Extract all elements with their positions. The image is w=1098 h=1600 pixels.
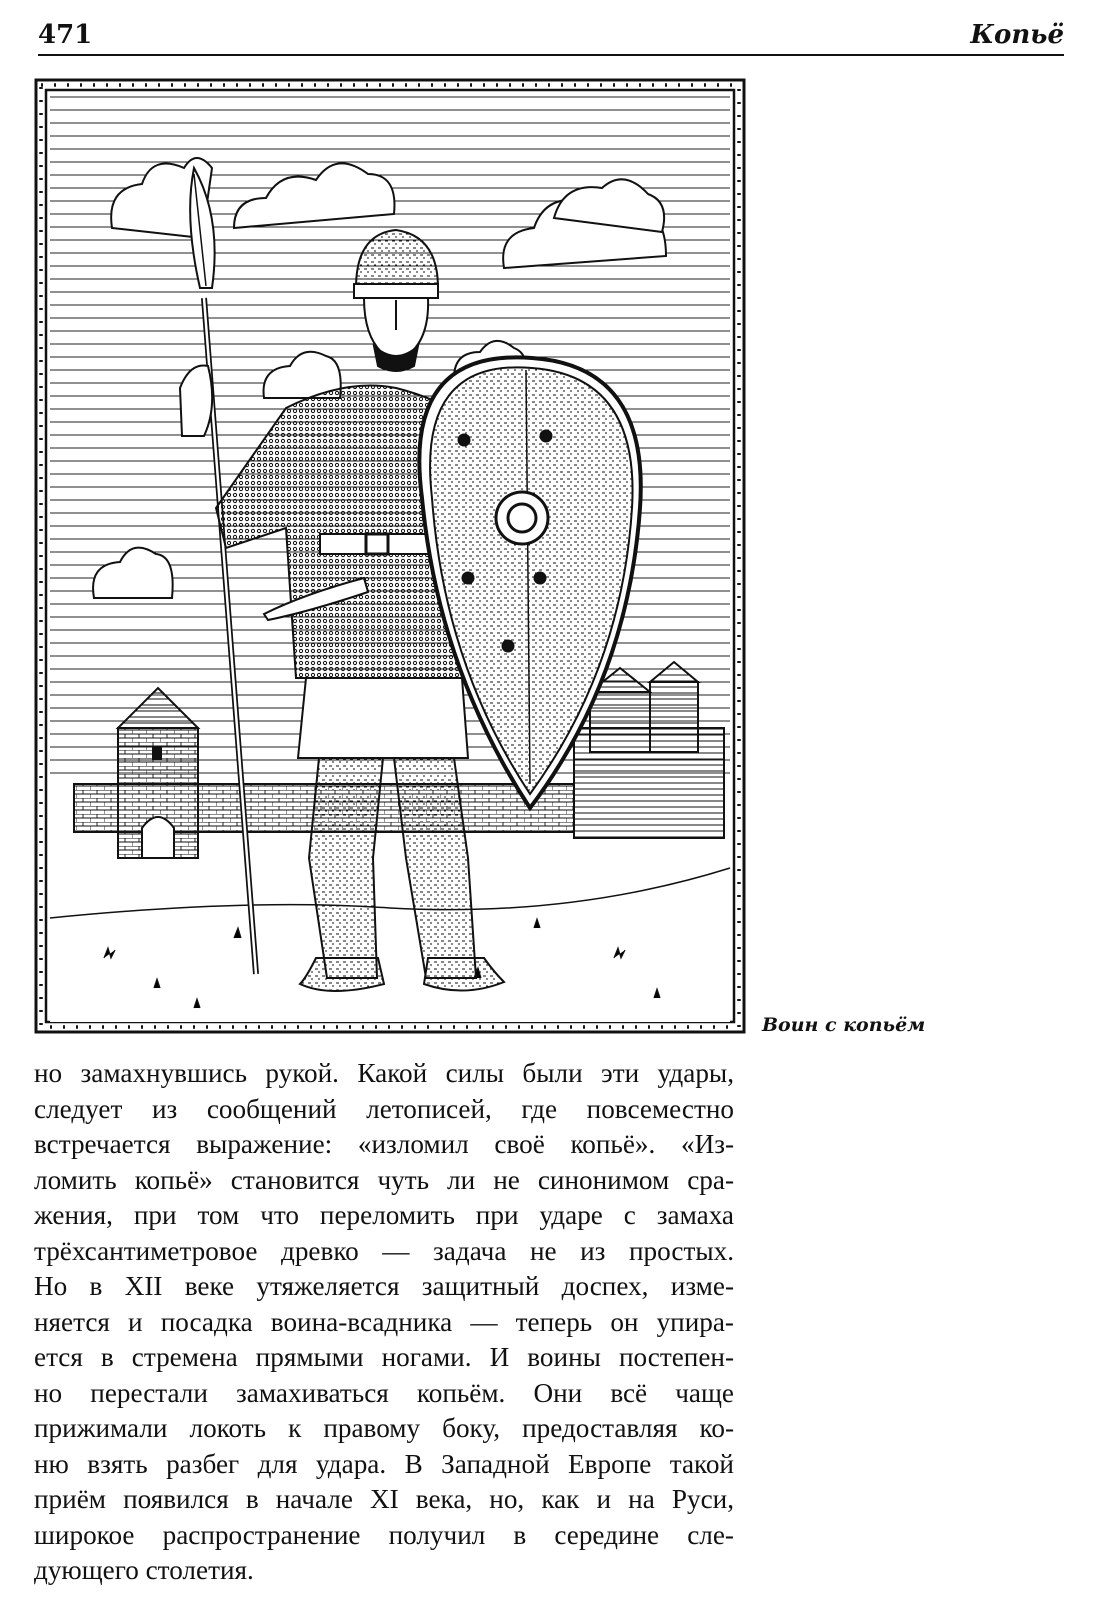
page-header: [38, 16, 1064, 56]
running-title: Копьё: [970, 20, 1064, 50]
body-paragraph: [34, 1056, 734, 1589]
text-line: Но в XII веке утяжеляется защитный доспех, изме-: [34, 1271, 734, 1301]
header-rule: [38, 54, 1064, 56]
text-line: но замахнувшись рукой. Какой силы были эти удары,: [34, 1058, 734, 1088]
figure-caption: Воин с копьём: [762, 1014, 926, 1036]
text-line: широкое распространение получил в середине сле-: [34, 1519, 734, 1550]
text-line: приём появился в начале XI века, но, как и на Руси,: [34, 1484, 734, 1514]
text-line: дующего столетия.: [34, 1555, 254, 1585]
text-line: следует из сообщений летописей, где повсеместно: [34, 1093, 734, 1124]
text-line: встречается выражение: «изломил своё копьё». «Из-: [34, 1129, 734, 1159]
illustration-warrior-with-spear: [34, 78, 746, 1034]
text-line: прижимали локоть к правому боку, предоставляя ко-: [34, 1413, 734, 1443]
text-line: ломить копьё» становится чуть ли не синонимом сра-: [34, 1164, 734, 1195]
text-line: жения, при том что переломить при ударе с замаха: [34, 1200, 734, 1230]
page-number: 471: [38, 20, 93, 50]
text-line: ню взять разбег для удара. В Западной Европе такой: [34, 1448, 734, 1479]
text-line: няется и посадка воина-всадника — теперь он упира-: [34, 1306, 734, 1337]
text-line: трёхсантиметровое древко — задача не из простых.: [34, 1235, 734, 1266]
text-line: но перестали замахиваться копьём. Они всё чаще: [34, 1377, 734, 1408]
text-line: ется в стремена прямыми ногами. И воины постепен-: [34, 1342, 734, 1372]
